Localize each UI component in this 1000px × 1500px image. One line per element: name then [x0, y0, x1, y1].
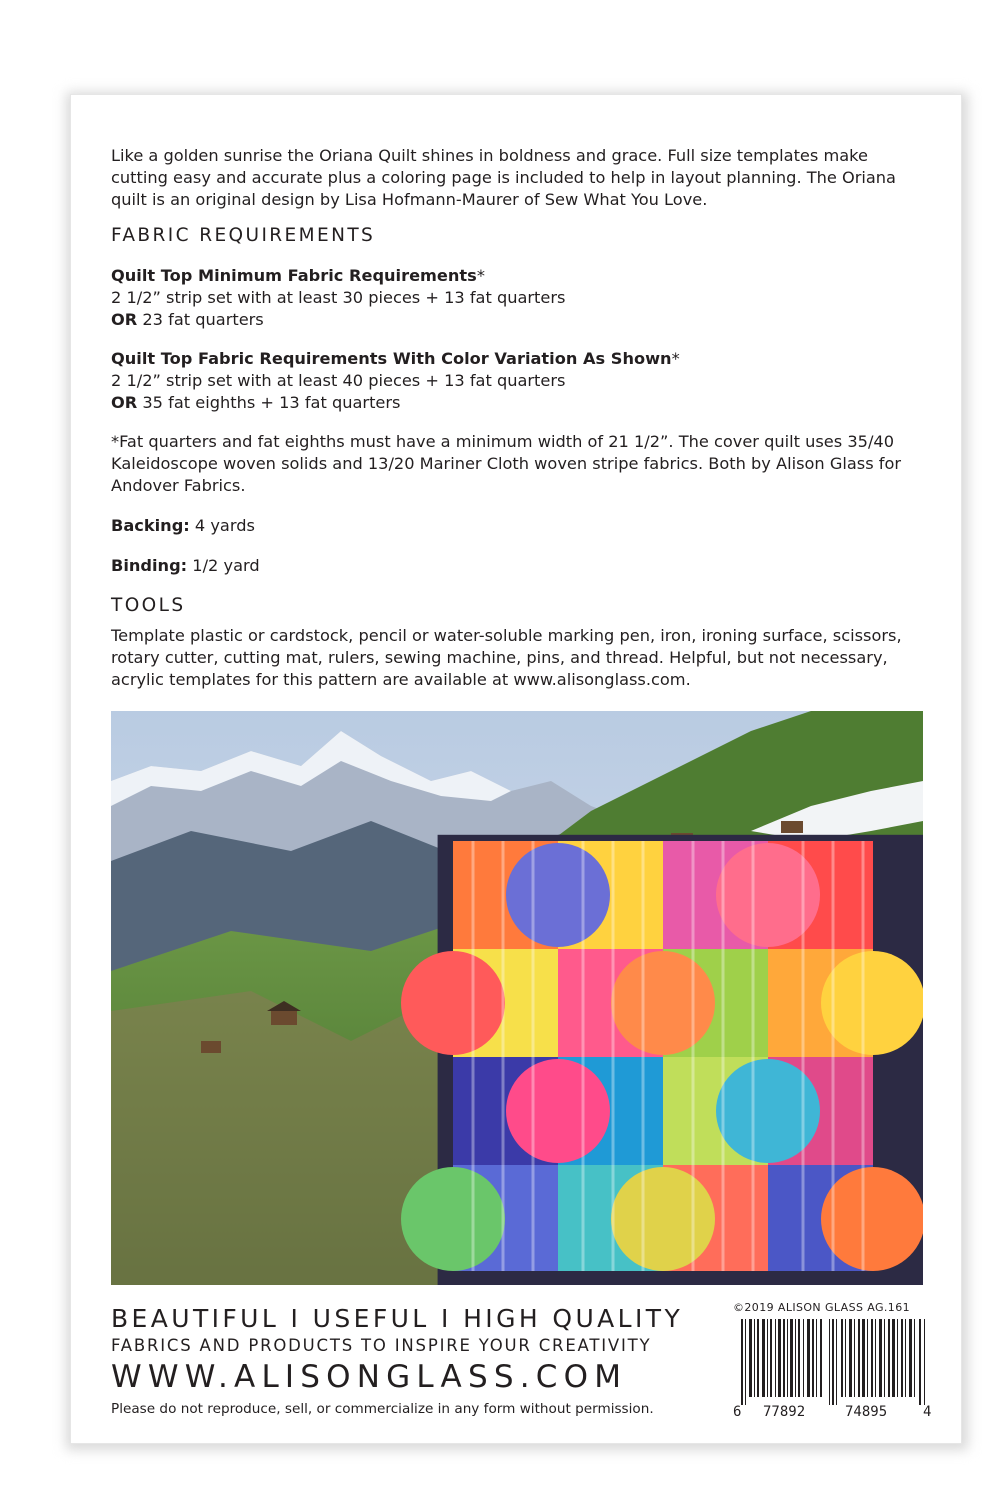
tools-heading: TOOLS [111, 595, 186, 616]
copyright-text: ©2019 ALISON GLASS AG.161 [733, 1301, 910, 1314]
copyright-notice: Please do not reproduce, sell, or commercialize in any form without permission. [111, 1401, 654, 1417]
quilt-photo [111, 711, 923, 1285]
fabric-note: *Fat quarters and fat eighths must have a minimum width of 21 1/2”. The cover quilt uses 35/40 Kaleidoscope woven solids and 13/20 Mariner Cloth woven stripe fabrics. Both by Alison Glass for Andover Fabrics. [111, 432, 902, 495]
variation-requirements-line2: 35 fat eighths + 13 fat quarters [137, 393, 401, 412]
fabric-requirements-heading: FABRIC REQUIREMENTS [111, 225, 376, 246]
intro-paragraph: Like a golden sunrise the Oriana Quilt shines in boldness and grace. Full size templates make cutting easy and accurate plus a coloring page is included to help in layout planning. The Oriana quilt is an original design by Lisa Hofmann-Maurer of Sew What You Love. [111, 146, 896, 209]
backing-value: 4 yards [189, 516, 255, 535]
binding-label: Binding: [111, 556, 188, 575]
min-requirements-block [111, 265, 911, 331]
mountain-landscape-illustration [111, 711, 923, 1285]
variation-requirements-line1: 2 1/2” strip set with at least 40 pieces + 13 fat quarters [111, 371, 566, 390]
variation-requirements-block [111, 348, 911, 414]
barcode-digits-3: 74895 [845, 1404, 888, 1420]
asterisk: * [476, 266, 485, 285]
backing-label: Backing: [111, 516, 190, 535]
barcode-icon [741, 1319, 927, 1405]
quilt [401, 841, 923, 1271]
backing-line [111, 515, 911, 537]
min-requirements-line2: 23 fat quarters [137, 310, 264, 329]
binding-value: 1/2 yard [187, 556, 260, 575]
pattern-back-cover [70, 94, 962, 1444]
tagline: BEAUTIFUL I USEFUL I HIGH QUALITY [111, 1304, 684, 1333]
tools-text: Template plastic or cardstock, pencil or water-soluble marking pen, iron, ironing surface, scissors, rotary cutter, cutting mat, rulers, sewing machine, pins, and thread. Helpful, but not necessary, acrylic templates for this pattern are available at www.alisonglass.com. [111, 626, 902, 689]
sub-tagline: FABRICS AND PRODUCTS TO INSPIRE YOUR CREATIVITY [111, 1336, 652, 1355]
website-url[interactable]: WWW.ALISONGLASS.COM [111, 1359, 628, 1395]
binding-line [111, 555, 911, 577]
asterisk: * [671, 349, 680, 368]
barcode-area [733, 1301, 933, 1441]
or-label: OR [111, 393, 138, 412]
min-requirements-line1: 2 1/2” strip set with at least 30 pieces + 13 fat quarters [111, 288, 566, 307]
or-label: OR [111, 310, 138, 329]
min-requirements-title: Quilt Top Minimum Fabric Requirements [111, 266, 477, 285]
variation-requirements-title: Quilt Top Fabric Requirements With Color Variation As Shown [111, 349, 672, 368]
barcode-digits-2: 77892 [763, 1404, 806, 1420]
footer [111, 1305, 731, 1419]
barcode-digit-1: 6 [733, 1404, 742, 1420]
barcode-digit-4: 4 [923, 1404, 932, 1420]
